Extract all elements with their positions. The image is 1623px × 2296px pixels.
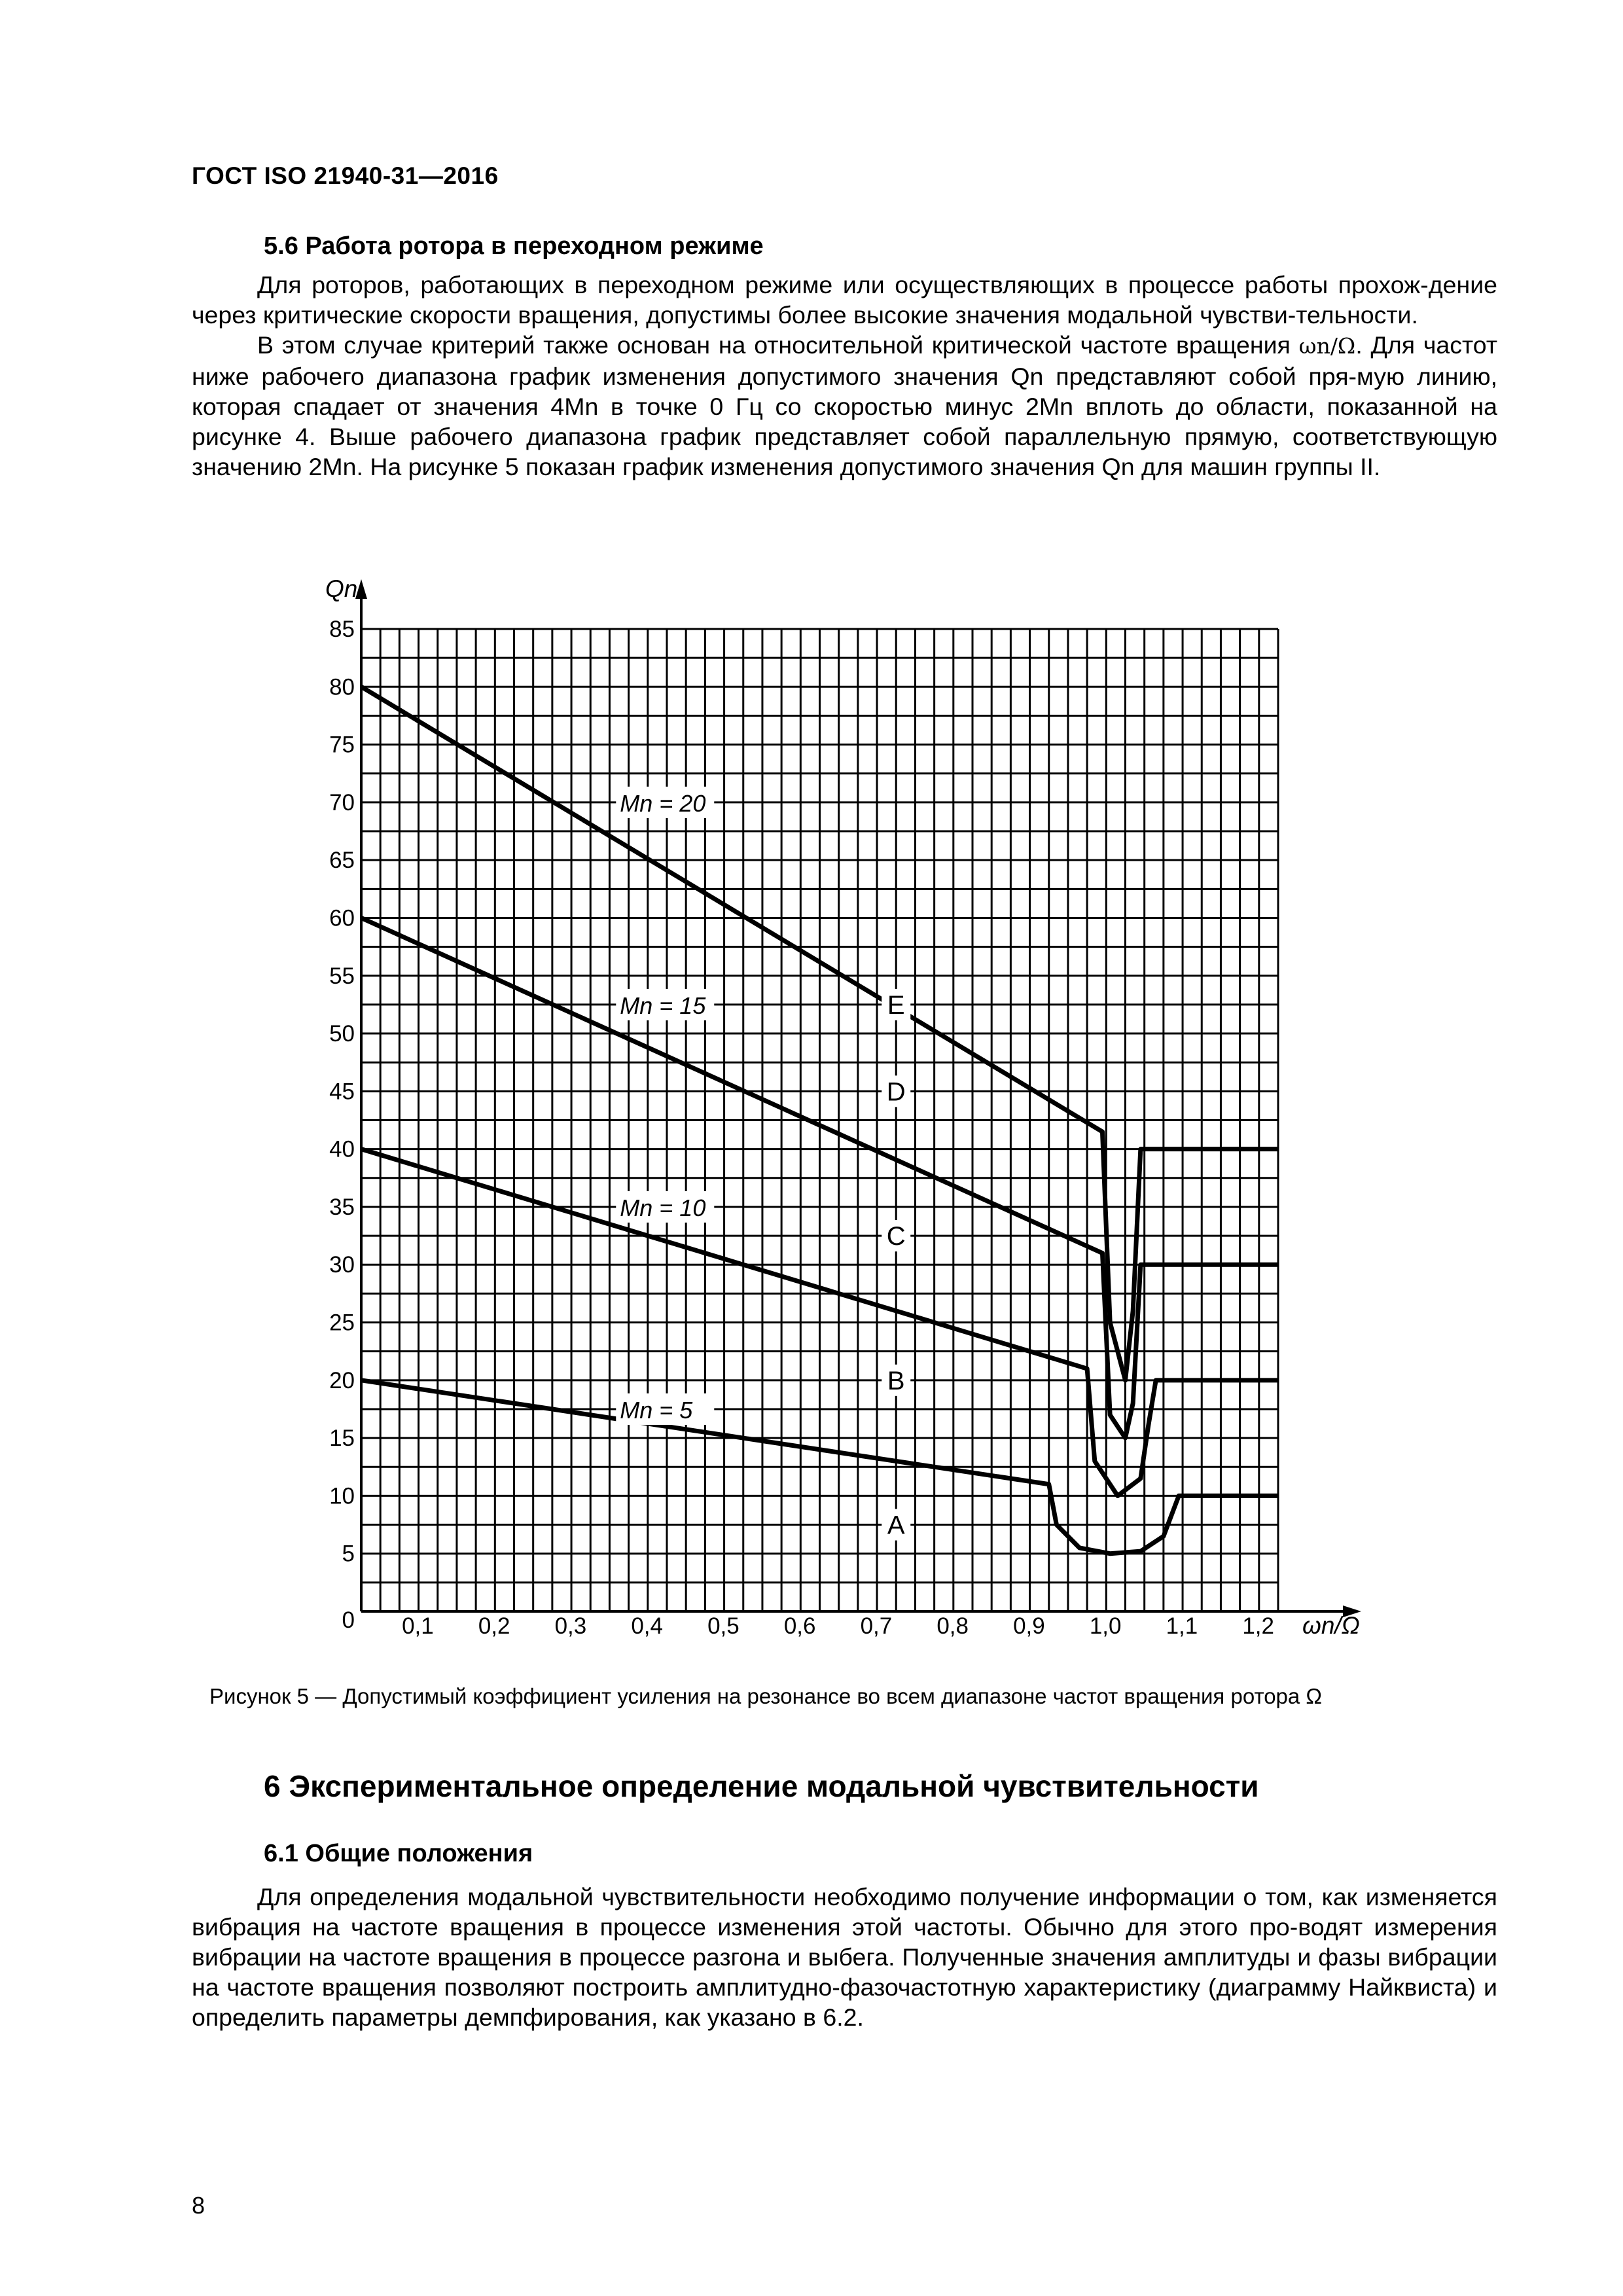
document-header: ГОСТ ISO 21940-31—2016 [192,162,499,189]
x-tick-label: 0,7 [860,1613,893,1639]
y-tick-label: 20 [329,1367,355,1393]
curve-label: Mn = 10 [620,1194,706,1221]
paragraph: Для определения модальной чувствительности необходимо получение информации о том, как изменяется вибрация на частоте вращения в процессе изменения этой частоты. Обычно для этого про-водят измерения вибрации на частоте вращения в процессе разгона и выбега. Полученные значения амплитуды и фазы вибрации на частоте вращения позволяют построить амплитудно-фазочастотную характеристику (диаграмму Найквиста) и определить параметры демпфирования, как указано в 6.2. [192,1883,1497,2031]
y-tick-label: 65 [329,848,355,874]
y-tick-label: 50 [329,1021,355,1047]
page-number: 8 [192,2192,205,2219]
x-tick-label: 0,3 [554,1613,587,1639]
y-tick-label: 75 [329,732,355,758]
zone-label: A [887,1511,905,1540]
curve-label: Mn = 20 [620,789,706,817]
y-tick-label: 30 [329,1252,355,1278]
x-tick-label: 0,5 [707,1613,740,1639]
y-tick-label: 25 [329,1310,355,1336]
y-tick-label: 5 [342,1541,355,1567]
section-6-1-body [192,1882,1497,2032]
y-tick-label: 0 [342,1607,355,1633]
y-tick-label: 45 [329,1079,355,1105]
x-tick-label: 1,0 [1089,1613,1122,1639]
y-tick-label: 35 [329,1194,355,1220]
paragraph-start: В этом случае критерий также основан на относительной критической частоте вращения [257,331,1291,359]
x-tick-label: 1,2 [1242,1613,1274,1639]
section-5-6-title: 5.6 Работа ротора в переходном режиме [264,232,764,260]
zone-label: C [886,1222,906,1251]
y-tick-label: 85 [329,617,355,642]
x-tick-label: 0,1 [402,1613,434,1639]
section-6-1-title: 6.1 Общие положения [264,1840,533,1867]
x-tick-label: 0,8 [936,1613,969,1639]
y-axis-label: Qn [325,575,358,602]
x-tick-label: 0,2 [478,1613,510,1639]
y-tick-label: 40 [329,1136,355,1162]
y-tick-label: 55 [329,963,355,989]
x-tick-label: 0,9 [1013,1613,1045,1639]
y-tick-label: 80 [329,674,355,700]
y-tick-label: 60 [329,905,355,931]
x-tick-label: 1,1 [1166,1613,1198,1639]
omega-ratio-symbol: ωn/Ω [1298,333,1356,359]
x-axis-label: ωn/Ω [1302,1612,1360,1639]
zone-label: E [887,990,905,1020]
y-tick-label: 15 [329,1426,355,1452]
curve-label: Mn = 5 [620,1396,693,1424]
zone-label: D [886,1077,906,1107]
x-tick-label: 0,6 [783,1613,816,1639]
zone-label: B [887,1366,905,1395]
chart-ticks [325,575,1360,1639]
figure-caption: Рисунок 5 — Допустимый коэффициент усиления на резонансе во всем диапазоне частот вращения ротора Ω [209,1684,1323,1708]
paragraph: Для роторов, работающих в переходном режиме или осуществляющих в процессе работы прохож-дение через критические скорости вращения, допустимы более высокие значения модальной чувстви-тельности. [192,271,1497,329]
section-6-title: 6 Экспериментальное определение модальной чувствительности [264,1769,1259,1803]
x-tick-label: 0,4 [631,1613,663,1639]
y-tick-label: 70 [329,789,355,816]
paragraph-end: . Для частот ниже рабочего диапазона график изменения допустимого значения Qn представляют собой пря-мую линию, которая спадает от значения 4Mn в точке 0 Гц со скоростью минус 2Mn вплоть до области, показанной на рисунке 4. Выше рабочего диапазона график представляет собой параллельную прямую, соответствующую значению 2Mn. На рисунке 5 показан график изменения допустимого значения Qn для машин группы II. [192,331,1497,480]
curve-label: Mn = 15 [620,992,706,1019]
y-tick-label: 10 [329,1483,355,1509]
